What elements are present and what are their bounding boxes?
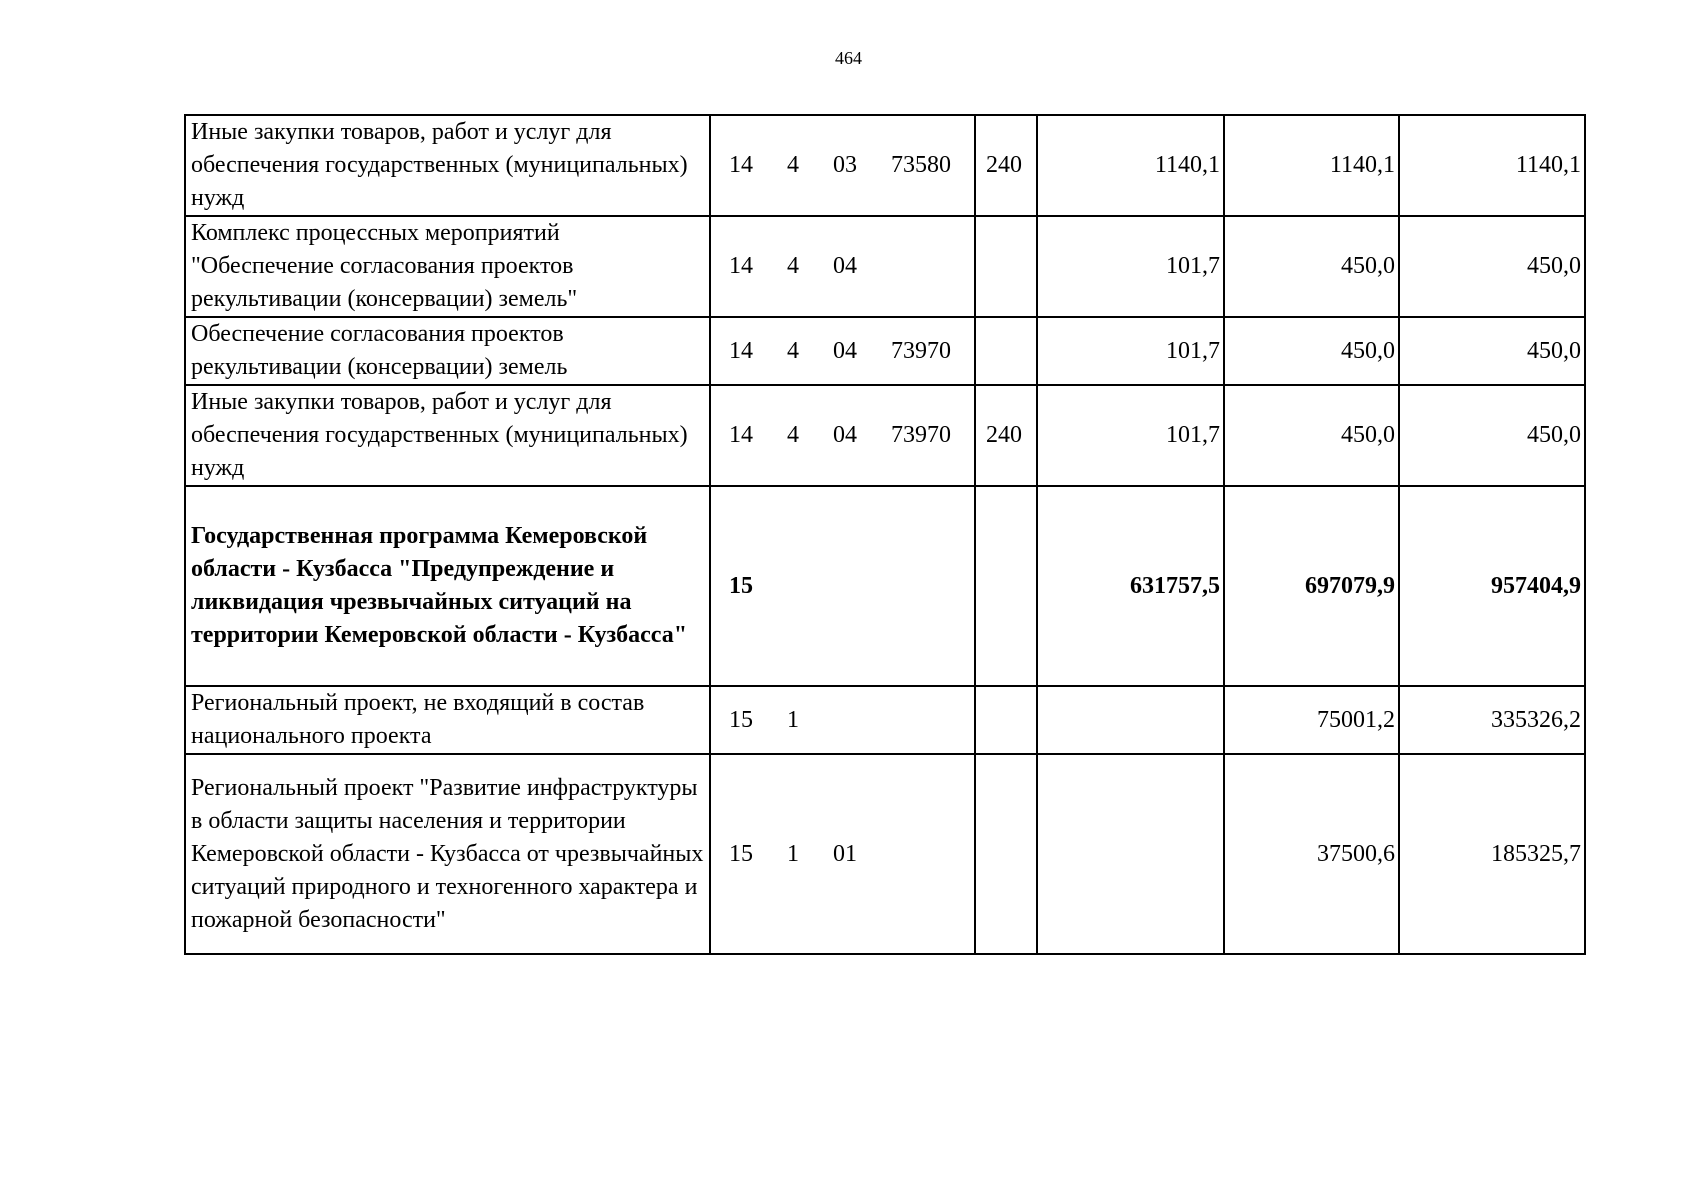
table-row	[185, 686, 1585, 754]
amount-year-1: 101,7	[1037, 385, 1224, 486]
program-code: 14	[729, 253, 753, 279]
subprogram-code: 4	[787, 253, 799, 279]
amount-year-1	[1037, 754, 1224, 954]
amount-year-1: 101,7	[1037, 317, 1224, 385]
row-name: Государственная программа Кемеровской области - Кузбасса "Предупреждение и ликвидация чрезвычайных ситуаций на территории Кемеровской области - Кузбасса"	[185, 486, 710, 686]
row-name: Иные закупки товаров, работ и услуг для обеспечения государственных (муниципальных) нужд	[185, 115, 710, 216]
row-codes	[710, 216, 975, 317]
amount-year-2: 697079,9	[1224, 486, 1399, 686]
expense-type-code: 240	[975, 385, 1037, 486]
row-codes	[710, 115, 975, 216]
budget-table	[184, 114, 1586, 955]
expense-type-code	[975, 486, 1037, 686]
expense-type-code	[975, 216, 1037, 317]
row-name: Региональный проект, не входящий в состав национального проекта	[185, 686, 710, 754]
direction-code: 73970	[891, 422, 951, 448]
expense-type-code	[975, 754, 1037, 954]
subprogram-code: 4	[787, 337, 799, 364]
table-row	[185, 216, 1585, 317]
row-name: Иные закупки товаров, работ и услуг для обеспечения государственных (муниципальных) нужд	[185, 385, 710, 486]
table-row	[185, 754, 1585, 954]
table-row	[185, 486, 1585, 686]
row-codes	[710, 486, 975, 686]
program-code: 15	[729, 706, 753, 733]
program-code: 14	[729, 422, 753, 448]
subprogram-code: 1	[787, 840, 799, 867]
subprogram-code: 4	[787, 152, 799, 178]
amount-year-2: 450,0	[1224, 216, 1399, 317]
amount-year-2: 75001,2	[1224, 686, 1399, 754]
direction-code: 73970	[891, 337, 951, 364]
amount-year-1: 1140,1	[1037, 115, 1224, 216]
table-row	[185, 115, 1585, 216]
row-name: Региональный проект "Развитие инфраструктуры в области защиты населения и территории Кемеровской области - Кузбасса от чрезвычайных ситуаций природного и техногенного характера и пожарной безопасности"	[185, 754, 710, 954]
direction-code: 73580	[891, 152, 951, 178]
row-codes	[710, 754, 975, 954]
amount-year-3: 450,0	[1399, 385, 1585, 486]
measure-code: 04	[833, 253, 857, 279]
table-row	[185, 317, 1585, 385]
row-codes	[710, 317, 975, 385]
amount-year-3: 957404,9	[1399, 486, 1585, 686]
row-codes	[710, 385, 975, 486]
amount-year-1: 101,7	[1037, 216, 1224, 317]
row-codes	[710, 686, 975, 754]
row-name: Комплекс процессных мероприятий "Обеспечение согласования проектов рекультивации (консервации) земель"	[185, 216, 710, 317]
measure-code: 03	[833, 152, 857, 178]
table-row	[185, 385, 1585, 486]
program-code: 14	[729, 152, 753, 178]
amount-year-3: 1140,1	[1399, 115, 1585, 216]
amount-year-2: 1140,1	[1224, 115, 1399, 216]
measure-code: 04	[833, 337, 857, 364]
amount-year-1	[1037, 686, 1224, 754]
program-code: 15	[729, 840, 753, 867]
amount-year-3: 335326,2	[1399, 686, 1585, 754]
expense-type-code	[975, 317, 1037, 385]
amount-year-2: 37500,6	[1224, 754, 1399, 954]
amount-year-1: 631757,5	[1037, 486, 1224, 686]
program-code: 15	[729, 572, 753, 599]
subprogram-code: 4	[787, 422, 799, 448]
page-number: 464	[835, 48, 862, 68]
measure-code: 04	[833, 422, 857, 448]
amount-year-3: 450,0	[1399, 216, 1585, 317]
row-name: Обеспечение согласования проектов рекультивации (консервации) земель	[185, 317, 710, 385]
program-code: 14	[729, 337, 753, 364]
subprogram-code: 1	[787, 706, 799, 733]
amount-year-2: 450,0	[1224, 317, 1399, 385]
amount-year-2: 450,0	[1224, 385, 1399, 486]
amount-year-3: 185325,7	[1399, 754, 1585, 954]
amount-year-3: 450,0	[1399, 317, 1585, 385]
expense-type-code	[975, 686, 1037, 754]
measure-code: 01	[833, 840, 857, 867]
expense-type-code: 240	[975, 115, 1037, 216]
